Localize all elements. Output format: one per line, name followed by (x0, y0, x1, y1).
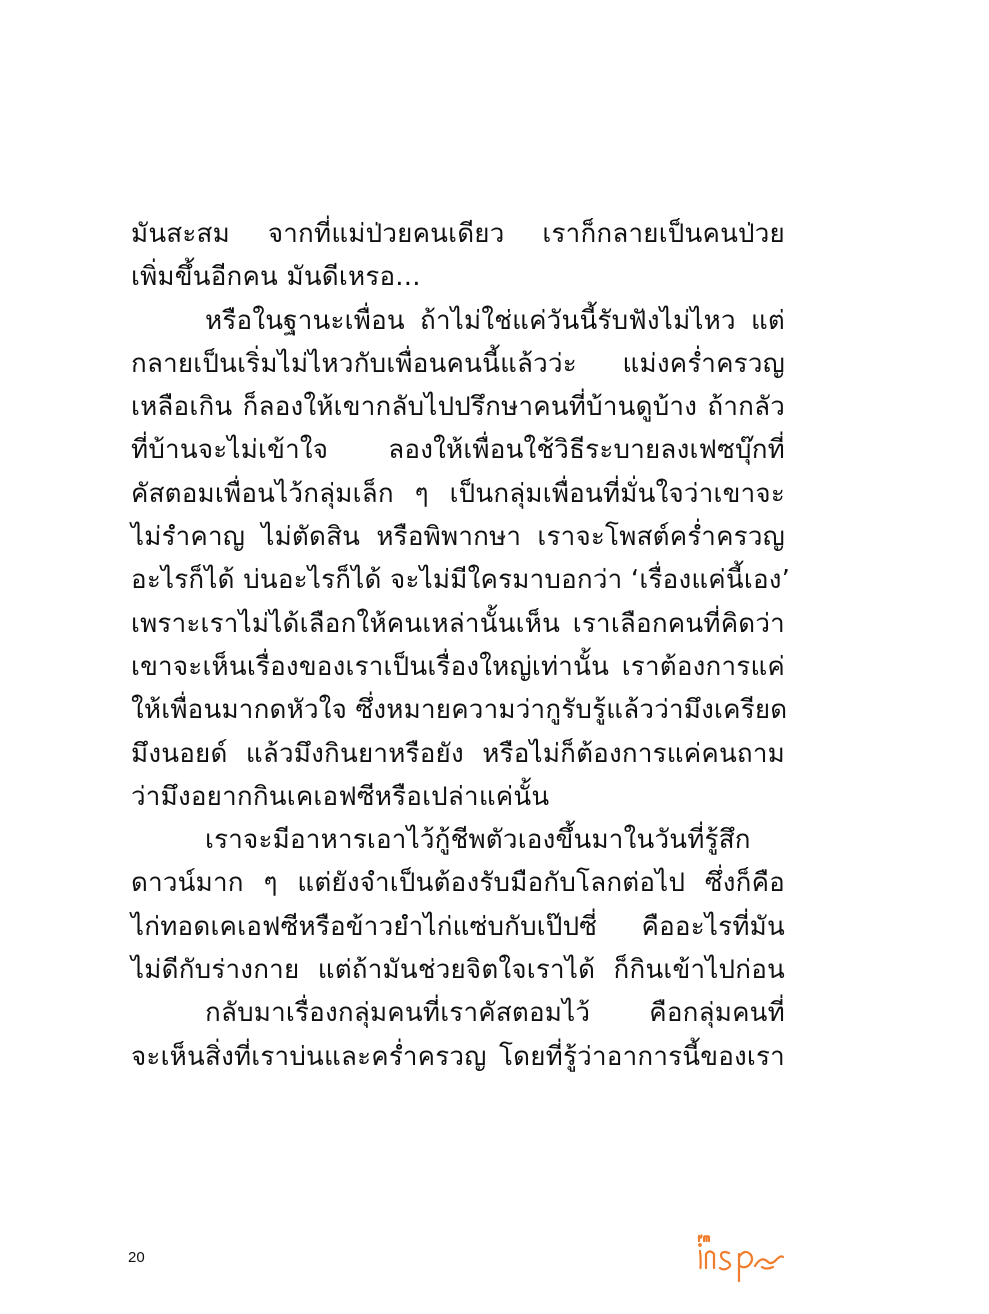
text-line: มันสะสม จากที่แม่ป่วยคนเดียว เราก็กลายเป็นคนป่วย (131, 219, 785, 249)
page-number: 20 (128, 1249, 145, 1266)
text-line: ให้เพื่อนมากดหัวใจ ซึ่งหมายความว่ากูรับรู้แล้วว่ามึงเครียด (131, 695, 788, 726)
text-line: เขาจะเห็นเรื่องของเราเป็นเรื่องใหญ่เท่านั้น เราต้องการแค่ (131, 651, 785, 682)
text-line: ว่ามึงอยากกินเคเอฟซีหรือเปล่าแค่นั้น (131, 781, 550, 812)
text-line: คัสตอมเพื่อนไว้กลุ่มเล็ก ๆ เป็นกลุ่มเพื่อนที่มั่นใจว่าเขาจะ (131, 478, 785, 509)
text-line: ไก่ทอดเคเอฟซีหรือข้าวยำไก่แซ่บกับเป๊ปซี่ คืออะไรที่มัน (131, 911, 785, 942)
text-line: ไม่รำคาญ ไม่ตัดสิน หรือพิพากษา เราจะโพสต์คร่ำครวญ (131, 522, 785, 553)
text-line: มึงนอยด์ แล้วมึงกินยาหรือยัง หรือไม่ก็ต้องการแค่คนถาม (131, 738, 785, 769)
text-line: กลับมาเรื่องกลุ่มคนที่เราคัสตอมไว้ คือกลุ่มคนที่ (205, 998, 785, 1029)
text-line: จะเห็นสิ่งที่เราบ่นและคร่ำครวญ โดยที่รู้ว่าอาการนี้ของเรา (131, 1041, 785, 1072)
brand-logo (695, 1226, 785, 1282)
text-line: กลายเป็นเริ่มไม่ไหวกับเพื่อนคนนี้แล้วว่ะ แม่งคร่ำครวญ (131, 348, 785, 379)
text-line: หรือในฐานะเพื่อน ถ้าไม่ใช่แค่วันนี้รับฟังไม่ไหว แต่ (205, 305, 785, 336)
body-text (131, 213, 791, 1079)
text-line: เราจะมีอาหารเอาไว้กู้ชีพตัวเองขึ้นมาในวันที่รู้สึก (205, 825, 751, 856)
text-line: เพราะเราไม่ได้เลือกให้คนเหล่านั้นเห็น เราเลือกคนที่คิดว่า (131, 608, 785, 639)
text-line: ดาวน์มาก ๆ แต่ยังจำเป็นต้องรับมือกับโลกต่อไป ซึ่งก็คือ (131, 868, 785, 899)
text-line: อะไรก็ได้ บ่นอะไรก็ได้ จะไม่มีใครมาบอกว่า ‘เรื่องแค่นี้เอง’ (131, 565, 791, 596)
text-line: ที่บ้านจะไม่เข้าใจ ลองให้เพื่อนใช้วิธีระบายลงเฟซบุ๊กที่ (131, 435, 785, 466)
text-line: ไม่ดีกับร่างกาย แต่ถ้ามันช่วยจิตใจเราได้ ก็กินเข้าไปก่อน (131, 955, 785, 986)
text-line: เหลือเกิน ก็ลองให้เขากลับไปปรึกษาคนที่บ้านดูบ้าง ถ้ากลัว (131, 392, 785, 423)
text-line: เพิ่มขึ้นอีกคน มันดีเหรอ... (131, 262, 421, 293)
